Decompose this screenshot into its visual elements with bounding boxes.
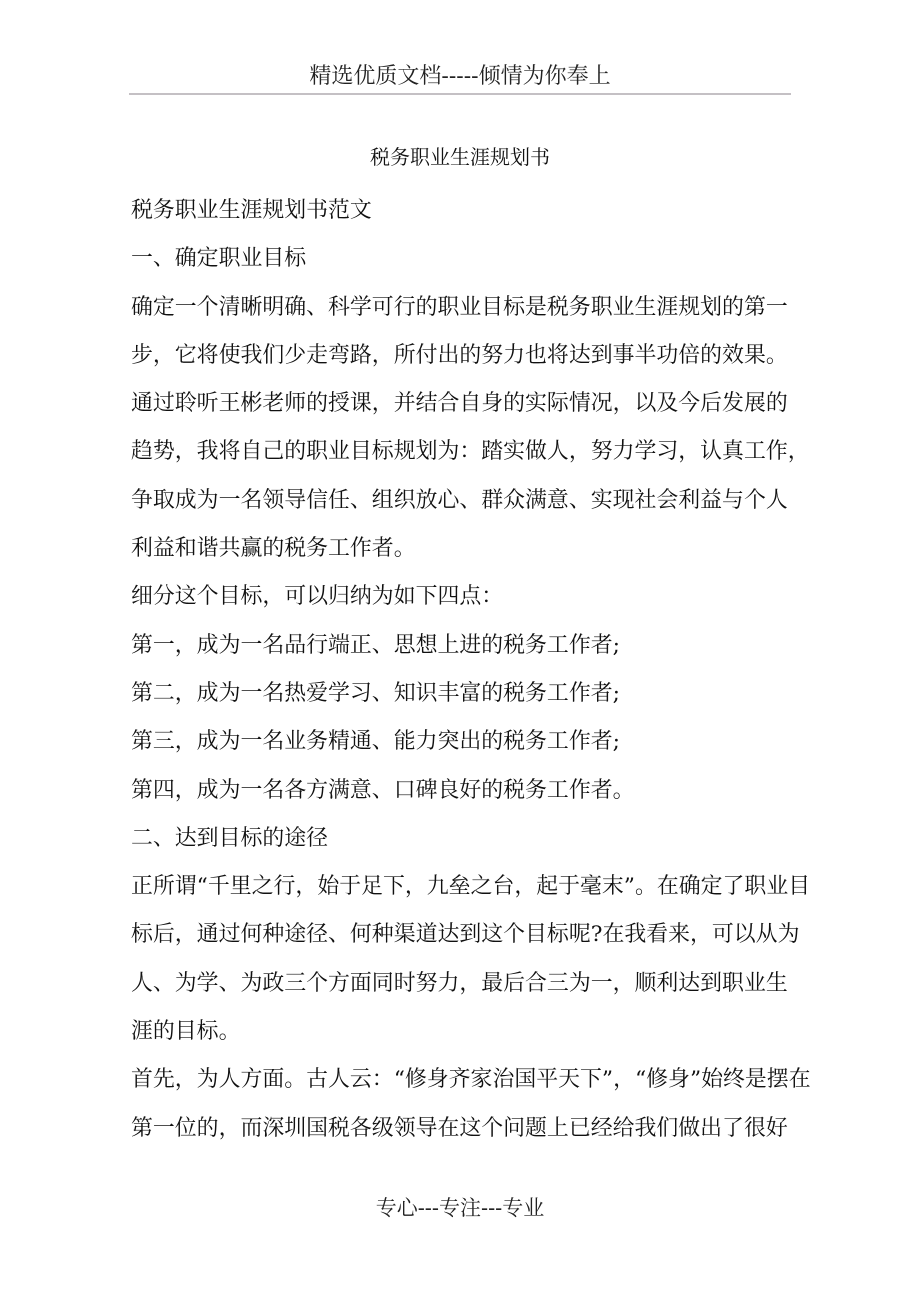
paragraph-line: 标后，通过何种途径、何种渠道达到这个目标呢?在我看来，可以从为 bbox=[131, 922, 800, 948]
section-heading-2: 二、达到目标的途径 bbox=[131, 825, 329, 851]
document-title: 税务职业生涯规划书 bbox=[370, 145, 550, 169]
paragraph-line: 步，它将使我们少走弯路，所付出的努力也将达到事半功倍的效果。 bbox=[131, 342, 788, 368]
section-heading-1: 一、确定职业目标 bbox=[131, 246, 307, 272]
paragraph-line: 第一位的，而深圳国税各级领导在这个问题上已经给我们做出了很好 bbox=[131, 1115, 788, 1141]
paragraph-line: 人、为学、为政三个方面同时努力，最后合三为一，顺利达到职业生 bbox=[131, 970, 788, 996]
paragraph-line: 通过聆听王彬老师的授课，并结合自身的实际情况，以及今后发展的 bbox=[131, 391, 788, 417]
paragraph-line: 利益和谐共赢的税务工作者。 bbox=[131, 536, 416, 562]
paragraph-line: 首先，为人方面。古人云：“修身齐家治国平天下”，“修身”始终是摆在 bbox=[131, 1067, 811, 1093]
paragraph-line: 争取成为一名领导信任、组织放心、群众满意、实现社会利益与个人 bbox=[131, 487, 788, 513]
list-item: 第二，成为一名热爱学习、知识丰富的税务工作者; bbox=[131, 680, 620, 706]
list-item: 第四，成为一名各方满意、口碑良好的税务工作者。 bbox=[131, 777, 635, 803]
page-footer: 专心---专注---专业 bbox=[375, 1196, 545, 1220]
list-item: 第一，成为一名品行端正、思想上进的税务工作者; bbox=[131, 632, 620, 658]
paragraph-line: 趋势，我将自己的职业目标规划为：踏实做人，努力学习，认真工作， bbox=[131, 439, 810, 465]
paragraph-line: 正所谓“千里之行，始于足下，九垒之台，起于毫末”。在确定了职业目 bbox=[131, 874, 811, 900]
document-body bbox=[131, 187, 811, 1153]
page-header: 精选优质文档-----倾情为你奉上 bbox=[309, 64, 611, 89]
paragraph-line: 确定一个清晰明确、科学可行的职业目标是税务职业生涯规划的第一 bbox=[131, 294, 788, 320]
header-divider bbox=[129, 93, 791, 95]
paragraph-line: 细分这个目标，可以归纳为如下四点： bbox=[131, 584, 504, 610]
paragraph-line: 涯的目标。 bbox=[131, 1019, 241, 1045]
list-item: 第三，成为一名业务精通、能力突出的税务工作者; bbox=[131, 729, 620, 755]
subtitle-line: 税务职业生涯规划书范文 bbox=[131, 198, 372, 223]
